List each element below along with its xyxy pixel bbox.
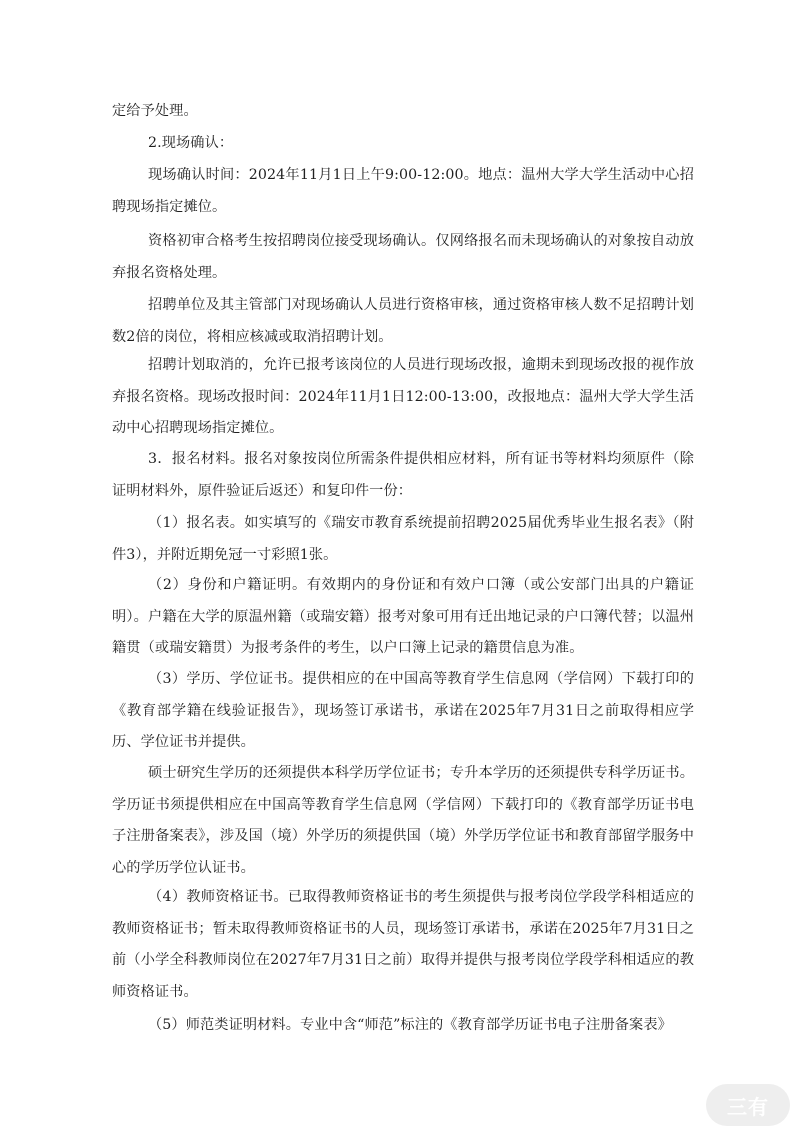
paragraph-item-identity-household: （2）身份和户籍证明。有效期内的身份证和有效户口簿（或公安部门出具的户籍证明）。户籍在大学的原温州籍（或瑞安籍）报考对象可用有迁出地记录的户口簿代替；以温州籍贯（或瑞安籍贯）为报考条件的考生，以户口簿上记录的籍贯信息为准。 [112, 577, 694, 656]
paragraph-item-normal-major-proof: （5）师范类证明材料。专业中含“师范”标注的《教育部学历证书电子注册备案表》 [148, 1017, 672, 1033]
section-heading-onsite-confirmation: 2.现场确认： [148, 135, 234, 151]
paragraph-item-teacher-certificate: （4）教师资格证书。已取得教师资格证书的考生须提供与报考岗位学段学科相适应的教师资格证书；暂未取得教师资格证书的人员，现场签订承诺书，承诺在2025年7月31日之前（小学全科教师岗位在2027年7月31日之前）取得并提供与报考岗位学段学科相适应的教师资格证书。 [112, 889, 694, 1000]
paragraph-item-diploma-degree: （3）学历、学位证书。提供相应的在中国高等教育学生信息网（学信网）下载打印的《教育部学籍在线验证报告》，现场签订承诺书，承诺在2025年7月31日之前取得相应学历、学位证书并提供。 [112, 671, 694, 750]
paragraph-confirmation-time: 现场确认时间：2024年11月1日上午9:00-12:00。地点：温州大学大学生活动中心招聘现场指定摊位。 [112, 167, 694, 215]
paragraph-qualification-review: 资格初审合格考生按招聘岗位接受现场确认。仅网络报名而未现场确认的对象按自动放弃报名资格处理。 [112, 233, 694, 281]
watermark-text: 三有 [727, 1094, 769, 1119]
paragraph-continuation: 定给予处理。 [112, 103, 198, 119]
watermark-badge [706, 1084, 790, 1126]
paragraph-graduate-requirements: 硕士研究生学历的还须提供本科学历学位证书；专升本学历的还须提供专科学历证书。学历证书须提供相应在中国高等教育学生信息网（学信网）下载打印的《教育部学历证书电子注册备案表》，涉及国（境）外学历的须提供国（境）外学历学位证书和教育部留学服务中心的学历学位认证书。 [112, 765, 694, 876]
paragraph-plan-reduction: 招聘单位及其主管部门对现场确认人员进行资格审核，通过资格审核人数不足招聘计划数2倍的岗位，将相应核减或取消招聘计划。 [112, 297, 694, 345]
paragraph-application-materials: 3．报名材料。报名对象按岗位所需条件提供相应材料，所有证书等材料均须原件（除证明材料外，原件验证后返还）和复印件一份： [112, 451, 694, 499]
paragraph-item-registration-form: （1）报名表。如实填写的《瑞安市教育系统提前招聘2025届优秀毕业生报名表》（附件3），并附近期免冠一寸彩照1张。 [112, 515, 694, 563]
paragraph-plan-cancellation: 招聘计划取消的，允许已报考该岗位的人员进行现场改报，逾期未到现场改报的视作放弃报名资格。现场改报时间：2024年11月1日12:00-13:00，改报地点：温州大学大学生活动中心招聘现场指定摊位。 [112, 357, 694, 436]
